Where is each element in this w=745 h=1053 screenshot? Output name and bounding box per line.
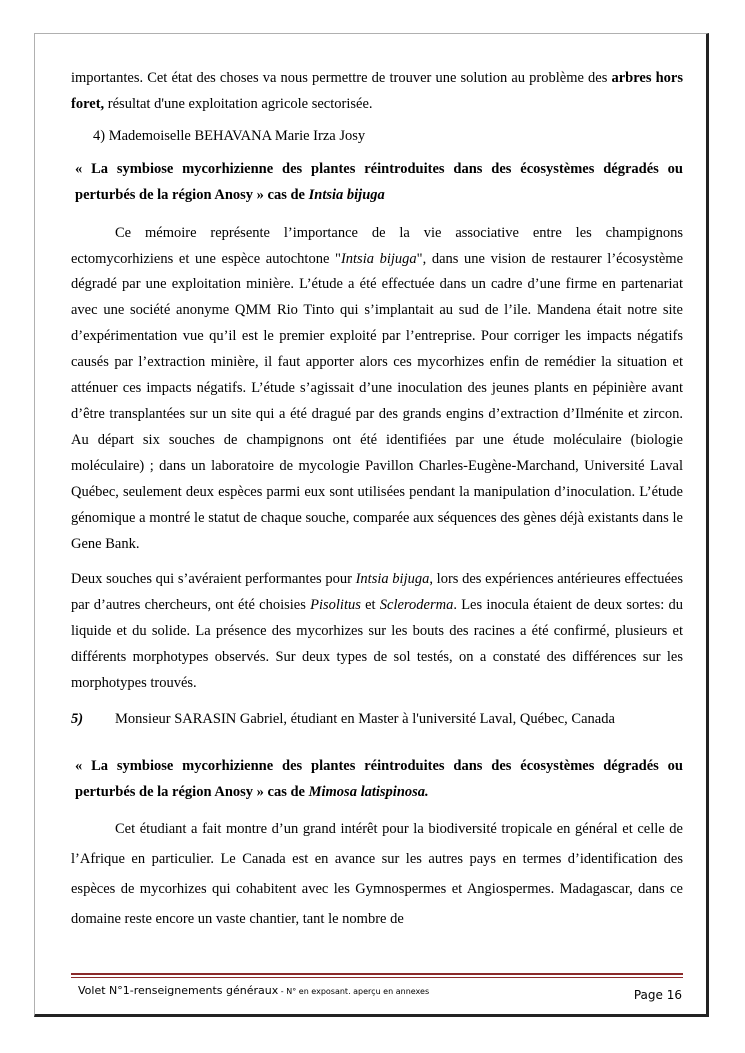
document-body <box>71 66 683 934</box>
text: et <box>360 597 380 614</box>
footer-text <box>78 984 429 997</box>
bold-text: arbres hors foret, <box>71 70 683 112</box>
italic-text: Intsia bijuga <box>340 250 417 267</box>
text: ", dans une vision de restaurer l’écosystème dégradé par une exploitation minière. L’étude a été effectuée dans un cadre d’une firme en partenariat avec une société anonyme QMM Rio Tinto qui s’implantait au sud de l’ile. Mandena était notre site d’expérimentation vue qu’il est le premier exploité par l’entreprise. Pour corriger les impacts négatifs causés par l’extraction minière, il faut apporter alors ces mycorhizes enfin de remédier la situation et atténuer ces impacts négatifs. L’étude s’agissait d’une inoculation des jeunes plants en pépinière avant d’être transplantées sur un site qui a été dragué par des grands engins d’extraction d’Ilménite et zircon. Au départ six souches de champignons ont été identifiées par une étude moléculaire (biologie moléculaire) ; dans un laboratoire de mycologie Pavillon Charles-Eugène-Marchand, Université Laval Québec, seulement deux espèces parmi eux sont utilisées pendant la manipulation d’inoculation. L’étude génomique a montré le statut de chaque souche, comparée aux séquences des gènes déjà existants dans le Gene Bank. <box>71 250 684 552</box>
footer-rule-thin <box>71 977 683 978</box>
item-5-title <box>71 754 683 806</box>
italic-text: Pisolitus <box>310 597 361 614</box>
item-5-heading <box>71 711 683 728</box>
text: . Les inocula étaient de deux sortes: du liquide et du solide. La présence des mycorhizes sur les bouts des racines a été confirmé, plusieurs et différents morphotypes observés. Sur deux types de sol testés, on a constaté des différences sur les morphotypes trouvés. <box>71 597 683 692</box>
item-4-body-2 <box>71 567 683 697</box>
item-5-heading-text: Monsieur SARASIN Gabriel, étudiant en Master à l'université Laval, Québec, Canada <box>115 710 615 727</box>
page-number: Page 16 <box>633 988 682 1002</box>
text: « La symbiose mycorhizienne des plantes réintroduites dans des écosystèmes dégradés ou perturbés de la région Anosy » cas de <box>75 160 683 203</box>
item-4-body-1 <box>71 221 683 558</box>
italic-text: Intsia bijuga <box>355 571 430 588</box>
text: résultat d'une exploitation agricole sectorisée. <box>104 95 373 112</box>
paragraph-intro <box>71 66 683 118</box>
item-4-heading: 4) Mademoiselle BEHAVANA Marie Irza Josy <box>93 127 366 144</box>
item-number: 5) <box>71 710 84 727</box>
footer-note: - N° en exposant. aperçu en annexes <box>278 987 430 996</box>
item-4-title <box>71 157 683 209</box>
text: , lors des expériences antérieures effectuées par d’autres chercheurs, ont été choisies <box>71 571 683 614</box>
text: importantes. Cet état des choses va nous permettre de trouver une solution au problème des <box>71 70 612 86</box>
italic-text: Scleroderma <box>379 597 454 614</box>
text: Deux souches qui s’avéraient performantes pour <box>71 571 356 588</box>
text: Ce mémoire représente l’importance de la vie associative entre les champignons ectomycorhiziens et une espèce autochtone " <box>71 224 683 267</box>
item-5-body: Cet étudiant a fait montre d’un grand intérêt pour la biodiversité tropicale en général et celle de l’Afrique en particulier. Le Canada est en avance sur les autres pays en termes d’identification des espèces de mycorhizes qui cohabitent avec les Gymnospermes et Angiospermes. Madagascar, dans ce domaine reste encore un vaste chantier, tant le nombre de <box>71 820 683 927</box>
text: « La symbiose mycorhizienne des plantes réintroduites dans des écosystèmes dégradés ou perturbés de la région Anosy » cas de <box>75 757 683 800</box>
italic-text: Intsia bijuga <box>308 186 385 203</box>
footer-rule <box>71 973 683 975</box>
italic-text: Mimosa latispinosa. <box>308 783 429 800</box>
footer-title: Volet N°1-renseignements généraux <box>78 984 279 997</box>
